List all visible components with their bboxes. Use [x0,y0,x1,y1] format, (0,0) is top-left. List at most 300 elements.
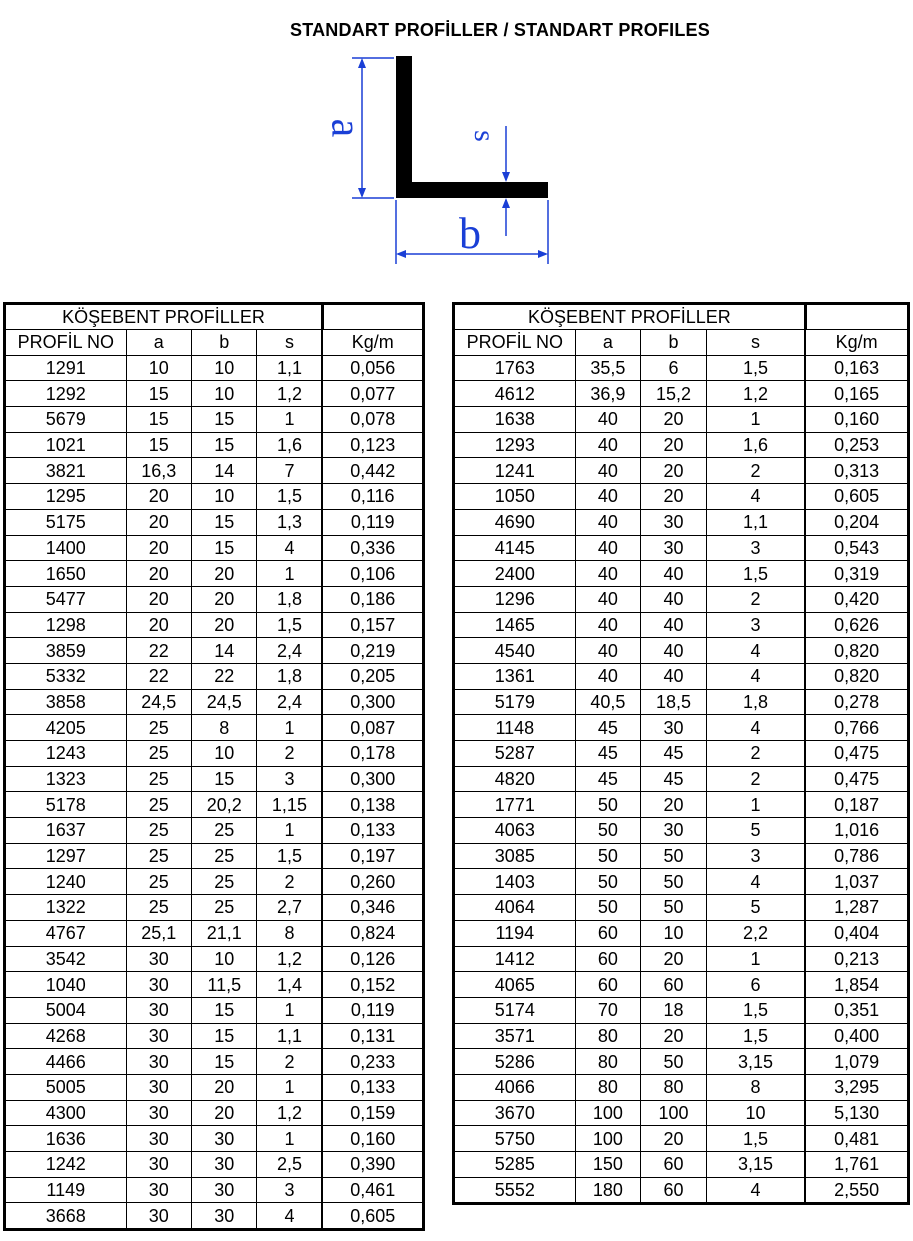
cell-kg-per-m: 0,133 [322,818,423,844]
table-caption: KÖŞEBENT PROFİLLER [454,304,806,330]
cell-kg-per-m: 0,163 [805,355,908,381]
cell-s: 2 [706,741,805,767]
cell-a: 40 [575,612,641,638]
cell-a: 15 [126,407,191,433]
cell-b: 30 [641,818,707,844]
cell-a: 30 [126,946,191,972]
cell-a: 40 [575,432,641,458]
table-caption: KÖŞEBENT PROFİLLER [5,304,323,330]
table-row [454,1049,909,1075]
table-row [5,1049,424,1075]
cell-a: 30 [126,1152,191,1178]
cell-s: 3 [706,843,805,869]
cell-kg-per-m: 5,130 [805,1100,908,1126]
column-header-profile-no: PROFİL NO [454,330,576,356]
cell-b: 6 [641,355,707,381]
cell-a: 80 [575,1074,641,1100]
table-row [5,1023,424,1049]
cell-s: 4 [706,638,805,664]
cell-a: 25 [126,843,191,869]
cell-s: 8 [706,1074,805,1100]
cell-s: 5 [706,895,805,921]
column-header-a: a [575,330,641,356]
cell-b: 20 [641,432,707,458]
cell-s: 1,5 [257,484,322,510]
table-row [454,689,909,715]
cell-profile-no: 1323 [5,766,127,792]
cell-kg-per-m: 0,543 [805,535,908,561]
cell-b: 15,2 [641,381,707,407]
cell-s: 1,2 [257,381,322,407]
cell-b: 15 [192,766,257,792]
table-row [5,612,424,638]
cell-s: 3 [706,612,805,638]
cell-kg-per-m: 0,260 [322,869,423,895]
cell-b: 8 [192,715,257,741]
cell-profile-no: 1361 [454,663,576,689]
cell-kg-per-m: 0,481 [805,1126,908,1152]
column-header-profile-no: PROFİL NO [5,330,127,356]
table-row [5,715,424,741]
cell-s: 1,1 [706,509,805,535]
cell-s: 5 [706,818,805,844]
cell-b: 21,1 [192,920,257,946]
cell-a: 30 [126,1049,191,1075]
cell-kg-per-m: 0,420 [805,586,908,612]
cell-kg-per-m: 0,278 [805,689,908,715]
cell-profile-no: 1295 [5,484,127,510]
cell-b: 22 [192,663,257,689]
cell-profile-no: 1400 [5,535,127,561]
cell-s: 1,2 [257,946,322,972]
angle-profiles-table-left [3,302,425,1231]
cell-b: 100 [641,1100,707,1126]
cell-kg-per-m: 0,133 [322,1074,423,1100]
cell-b: 30 [192,1152,257,1178]
cell-a: 40 [575,638,641,664]
cell-profile-no: 4205 [5,715,127,741]
cell-s: 1,1 [257,355,322,381]
cell-a: 35,5 [575,355,641,381]
cell-s: 1 [257,407,322,433]
cell-kg-per-m: 0,461 [322,1177,423,1203]
cell-s: 1,3 [257,509,322,535]
label-s: s [468,130,502,142]
cell-b: 10 [641,920,707,946]
cell-a: 40 [575,407,641,433]
cell-a: 45 [575,766,641,792]
cell-a: 50 [575,818,641,844]
cell-kg-per-m: 0,346 [322,895,423,921]
cell-kg-per-m: 0,116 [322,484,423,510]
cell-profile-no: 5004 [5,997,127,1023]
cell-profile-no: 1242 [5,1152,127,1178]
table-row [5,895,424,921]
table-row [454,895,909,921]
table-row [5,972,424,998]
cell-s: 1,5 [257,612,322,638]
table-row [5,997,424,1023]
cell-b: 50 [641,1049,707,1075]
cell-s: 2,2 [706,920,805,946]
cell-a: 45 [575,715,641,741]
cell-kg-per-m: 1,287 [805,895,908,921]
cell-b: 30 [192,1177,257,1203]
cell-kg-per-m: 0,442 [322,458,423,484]
table-row [5,484,424,510]
cell-s: 1,5 [706,997,805,1023]
cell-profile-no: 1763 [454,355,576,381]
cell-a: 40 [575,509,641,535]
cell-kg-per-m: 0,138 [322,792,423,818]
column-header-s: s [257,330,322,356]
page-title: STANDART PROFİLLER / STANDART PROFILES [290,20,710,40]
cell-b: 20,2 [192,792,257,818]
cell-kg-per-m: 0,119 [322,509,423,535]
table-row [5,818,424,844]
cell-b: 30 [641,535,707,561]
cell-profile-no: 1650 [5,561,127,587]
cell-b: 25 [192,843,257,869]
cell-kg-per-m: 0,820 [805,638,908,664]
cell-s: 1,4 [257,972,322,998]
cell-kg-per-m: 0,766 [805,715,908,741]
table-row [454,458,909,484]
cell-kg-per-m: 0,204 [805,509,908,535]
cell-a: 30 [126,1126,191,1152]
table-row [454,484,909,510]
cell-profile-no: 1637 [5,818,127,844]
cell-kg-per-m: 0,078 [322,407,423,433]
cell-profile-no: 4300 [5,1100,127,1126]
table-row [5,946,424,972]
cell-profile-no: 5287 [454,741,576,767]
table-row [5,869,424,895]
cell-b: 10 [192,355,257,381]
cell-a: 40 [575,663,641,689]
cell-b: 40 [641,638,707,664]
cell-kg-per-m: 0,159 [322,1100,423,1126]
cell-s: 1,8 [257,586,322,612]
cell-kg-per-m: 0,160 [805,407,908,433]
cell-b: 50 [641,869,707,895]
cell-profile-no: 1148 [454,715,576,741]
cell-profile-no: 1465 [454,612,576,638]
table-row [454,535,909,561]
cell-b: 10 [192,381,257,407]
table-row [5,381,424,407]
table-row [5,355,424,381]
cell-profile-no: 5175 [5,509,127,535]
cell-kg-per-m: 0,390 [322,1152,423,1178]
cell-a: 20 [126,586,191,612]
cell-b: 15 [192,1023,257,1049]
cell-a: 80 [575,1023,641,1049]
table-row [454,1100,909,1126]
cell-a: 25 [126,818,191,844]
cell-s: 2 [257,869,322,895]
cell-a: 15 [126,381,191,407]
table-row [454,920,909,946]
cell-a: 30 [126,972,191,998]
cell-a: 25,1 [126,920,191,946]
table-row [5,586,424,612]
cell-profile-no: 4612 [454,381,576,407]
cell-kg-per-m: 0,786 [805,843,908,869]
cell-profile-no: 3670 [454,1100,576,1126]
table-row [5,561,424,587]
cell-s: 1,15 [257,792,322,818]
cell-profile-no: 1021 [5,432,127,458]
cell-profile-no: 1322 [5,895,127,921]
cell-a: 15 [126,432,191,458]
cell-kg-per-m: 0,178 [322,741,423,767]
cell-b: 10 [192,484,257,510]
cell-profile-no: 1403 [454,869,576,895]
cell-s: 2,4 [257,689,322,715]
table-row [454,407,909,433]
cell-s: 4 [257,535,322,561]
cell-profile-no: 5286 [454,1049,576,1075]
cell-a: 100 [575,1126,641,1152]
cell-kg-per-m: 0,351 [805,997,908,1023]
cell-s: 2 [706,586,805,612]
cell-a: 22 [126,638,191,664]
cell-s: 7 [257,458,322,484]
cell-b: 60 [641,972,707,998]
cell-b: 10 [192,741,257,767]
cell-s: 4 [706,663,805,689]
cell-profile-no: 4466 [5,1049,127,1075]
cell-a: 25 [126,766,191,792]
cell-profile-no: 1050 [454,484,576,510]
table-row [5,407,424,433]
cell-s: 1,5 [706,355,805,381]
cell-s: 3,15 [706,1152,805,1178]
cell-s: 2 [257,741,322,767]
cell-profile-no: 1412 [454,946,576,972]
cell-a: 40 [575,458,641,484]
cell-b: 25 [192,869,257,895]
cell-profile-no: 1298 [5,612,127,638]
cell-b: 20 [641,458,707,484]
cell-a: 20 [126,535,191,561]
column-header-kg-per-m: Kg/m [322,330,423,356]
cell-a: 16,3 [126,458,191,484]
cell-b: 45 [641,741,707,767]
cell-a: 30 [126,1100,191,1126]
cell-profile-no: 4064 [454,895,576,921]
table-row [454,741,909,767]
cell-profile-no: 4268 [5,1023,127,1049]
cell-profile-no: 4145 [454,535,576,561]
cell-b: 20 [192,1100,257,1126]
cell-kg-per-m: 1,761 [805,1152,908,1178]
cell-kg-per-m: 0,233 [322,1049,423,1075]
cell-profile-no: 4767 [5,920,127,946]
table-row [5,432,424,458]
cell-a: 30 [126,1023,191,1049]
cell-kg-per-m: 0,475 [805,766,908,792]
table-row [5,920,424,946]
cell-a: 22 [126,663,191,689]
table-row [454,509,909,535]
table-row [5,1203,424,1230]
column-header-kg-per-m: Kg/m [805,330,908,356]
cell-kg-per-m: 0,152 [322,972,423,998]
table-row [454,663,909,689]
column-header-b: b [192,330,257,356]
cell-a: 30 [126,1177,191,1203]
cell-profile-no: 3859 [5,638,127,664]
cell-a: 45 [575,741,641,767]
cell-b: 30 [192,1203,257,1230]
cell-kg-per-m: 0,253 [805,432,908,458]
cell-b: 11,5 [192,972,257,998]
cell-b: 18 [641,997,707,1023]
cell-kg-per-m: 1,016 [805,818,908,844]
cell-kg-per-m: 0,119 [322,997,423,1023]
cell-s: 1,5 [257,843,322,869]
table-row [454,869,909,895]
table-row [454,997,909,1023]
cell-a: 80 [575,1049,641,1075]
cell-b: 45 [641,766,707,792]
cell-b: 15 [192,535,257,561]
table-row [5,766,424,792]
cell-a: 100 [575,1100,641,1126]
cell-kg-per-m: 0,165 [805,381,908,407]
table-row [5,792,424,818]
cell-a: 20 [126,612,191,638]
cell-profile-no: 5285 [454,1152,576,1178]
cell-s: 3 [257,766,322,792]
table-row [5,689,424,715]
cell-b: 15 [192,432,257,458]
cell-b: 50 [641,843,707,869]
column-header-b: b [641,330,707,356]
cell-kg-per-m: 0,160 [322,1126,423,1152]
cell-b: 25 [192,895,257,921]
table-row [5,638,424,664]
cell-s: 4 [257,1203,322,1230]
cell-a: 30 [126,997,191,1023]
cell-s: 3 [257,1177,322,1203]
cell-b: 24,5 [192,689,257,715]
cell-profile-no: 3858 [5,689,127,715]
cell-b: 30 [192,1126,257,1152]
cell-a: 180 [575,1177,641,1204]
cell-profile-no: 1194 [454,920,576,946]
cell-kg-per-m: 0,106 [322,561,423,587]
cell-kg-per-m: 0,820 [805,663,908,689]
table-row [454,946,909,972]
cell-profile-no: 3821 [5,458,127,484]
cell-s: 1 [706,407,805,433]
cell-a: 40 [575,484,641,510]
table-row [5,535,424,561]
table-row [454,1126,909,1152]
cell-profile-no: 5477 [5,586,127,612]
cell-b: 20 [641,946,707,972]
cell-s: 2,5 [257,1152,322,1178]
cell-profile-no: 5174 [454,997,576,1023]
table-header-row [5,330,424,356]
cell-s: 1 [257,1126,322,1152]
cell-profile-no: 4690 [454,509,576,535]
cell-profile-no: 5552 [454,1177,576,1204]
cell-b: 20 [192,1074,257,1100]
table-row [454,972,909,998]
cell-kg-per-m: 1,037 [805,869,908,895]
cell-b: 15 [192,997,257,1023]
cell-a: 25 [126,741,191,767]
cell-profile-no: 5679 [5,407,127,433]
table-row [454,355,909,381]
cell-kg-per-m: 0,087 [322,715,423,741]
cell-b: 20 [641,792,707,818]
cell-profile-no: 2400 [454,561,576,587]
cell-s: 1,2 [706,381,805,407]
cell-b: 50 [641,895,707,921]
cell-a: 70 [575,997,641,1023]
cell-s: 1,8 [257,663,322,689]
cell-kg-per-m: 0,404 [805,920,908,946]
cell-a: 30 [126,1203,191,1230]
cell-s: 6 [706,972,805,998]
cell-kg-per-m: 1,854 [805,972,908,998]
cell-kg-per-m: 0,077 [322,381,423,407]
cell-b: 15 [192,407,257,433]
table-row [454,561,909,587]
cell-profile-no: 5005 [5,1074,127,1100]
cell-b: 80 [641,1074,707,1100]
cell-kg-per-m: 0,056 [322,355,423,381]
cell-kg-per-m: 0,313 [805,458,908,484]
cell-a: 25 [126,792,191,818]
cell-a: 10 [126,355,191,381]
table-row [454,1023,909,1049]
cell-a: 30 [126,1074,191,1100]
cell-a: 60 [575,920,641,946]
label-b: b [459,209,481,258]
cell-s: 10 [706,1100,805,1126]
cell-profile-no: 1636 [5,1126,127,1152]
table-row [5,741,424,767]
cell-kg-per-m: 0,197 [322,843,423,869]
cell-s: 3,15 [706,1049,805,1075]
cell-b: 20 [192,561,257,587]
cell-b: 20 [641,484,707,510]
cell-a: 25 [126,869,191,895]
cell-kg-per-m: 0,824 [322,920,423,946]
cell-s: 1 [706,946,805,972]
cell-profile-no: 3571 [454,1023,576,1049]
cell-profile-no: 1240 [5,869,127,895]
cell-a: 36,9 [575,381,641,407]
cell-profile-no: 4540 [454,638,576,664]
table-row [5,1100,424,1126]
cell-kg-per-m: 3,295 [805,1074,908,1100]
cell-s: 1,5 [706,561,805,587]
cell-s: 1 [257,1074,322,1100]
cell-profile-no: 1293 [454,432,576,458]
cell-a: 50 [575,869,641,895]
table-row [5,843,424,869]
cell-s: 1,2 [257,1100,322,1126]
table-row [454,1152,909,1178]
cell-kg-per-m: 0,400 [805,1023,908,1049]
